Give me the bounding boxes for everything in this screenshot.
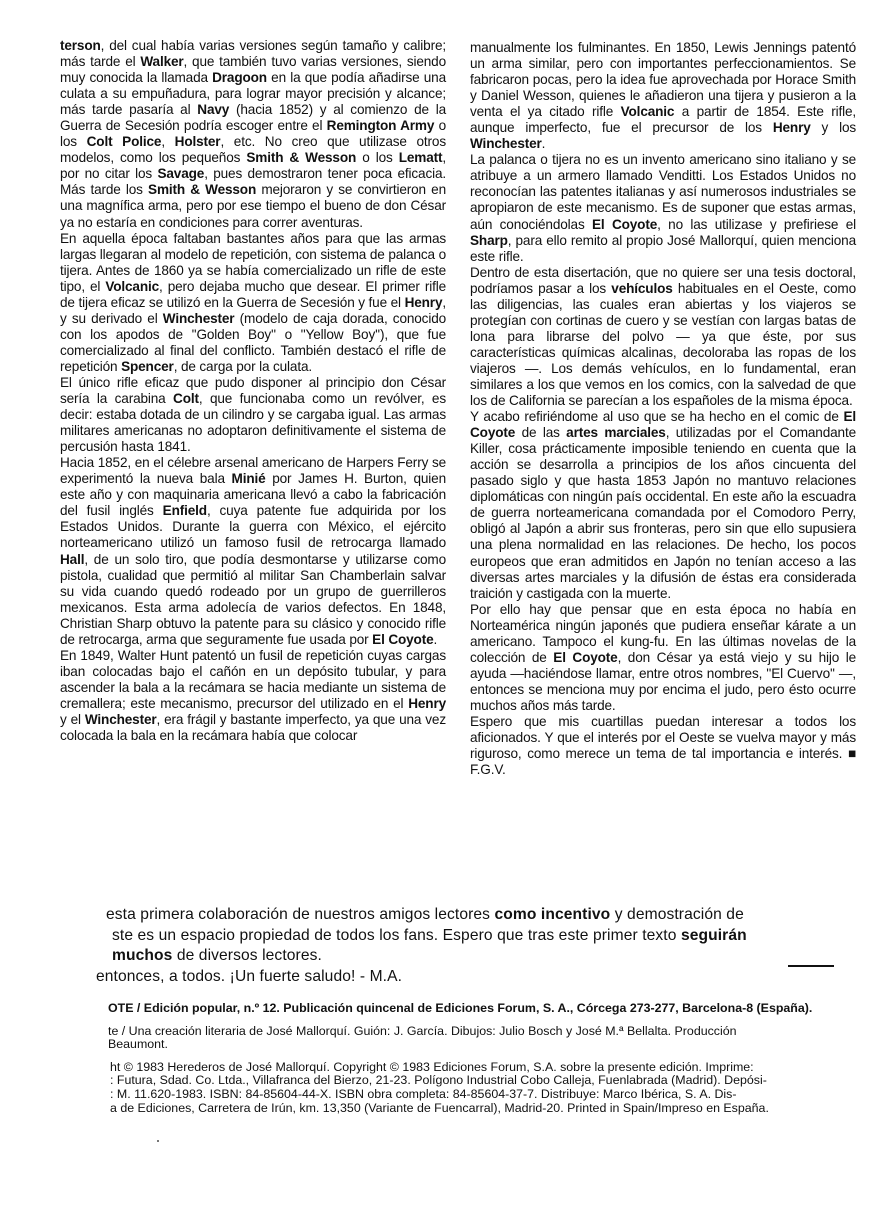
editor-note-line [0,946,846,967]
bold-term: Spencer [121,358,174,374]
text-run: Espero que mis cuartillas puedan interesar a todos los aficionados. Y que el interés por el Oeste se vuelva mayor y más riguroso, como merece un tema de tal importancia e interés. [470,713,856,762]
article-left-column [60,38,446,744]
authorship-text: te / Una creación literaria de José Mallorquí. Guión: J. García. Dibujos: Julio Bosch y José M.ª Bellalta. Producción [108,1023,737,1038]
text-run: , y su derivado el [60,294,446,326]
text-run: (hacia 1852) y al comienzo de la Guerra de Secesión podría escoger entre el [60,102,446,134]
text-run: El único rifle eficaz que pudo disponer al principio don César sería la carabina [60,374,446,407]
text-run: , era frágil y bastante imperfecto, ya que una vez colocada la bala en la recámara había que colocar [60,711,446,744]
authorship-line [0,1025,846,1052]
text-run: , pues demostraron tener poca eficacia. Más tarde los [60,166,446,198]
bold-term: Enfield [162,503,207,519]
bold-term: Sharp [470,232,508,248]
bold-term: Winchester [470,136,542,152]
bold-term: Dragoon [212,70,267,86]
bold-term: seguirán [680,926,747,944]
text-run: ste es un espacio propiedad de todos los fans. Espero que tras este primer texto [112,926,681,944]
paragraph [60,455,446,648]
text-run: Por ello hay que pensar que en esta época no había en Norteamérica ningún japonés que pudiera enseñar kárate a un americano. Tampoco el kung-fu. En las últimas novelas de la colección de [470,601,856,665]
copyright-line: a de Ediciones, Carretera de Irún, km. 13,350 (Variante de Fuencarral), Madrid-20. Printed in Spain/Impreso en España. [110,1101,769,1115]
paragraph [470,714,856,778]
text-run: , etc. No creo que utilizase otros modelos, como los pequeños [60,134,446,166]
text-run: Y acabo refiriéndome al uso que se ha hecho en el comic de [470,409,844,425]
bold-term: Holster [174,134,221,150]
text-run: por James H. Burton, quien este año y con maquinaria americana llevó a cabo la fabricación del fusil inglés [60,471,447,519]
paragraph [470,40,856,152]
bold-term: El Coyote [470,409,856,441]
bold-term: ■ [847,746,856,762]
bold-term: muchos [112,947,173,964]
text-run: , para ello remito al propio José Mallorquí, quien menciona este rifle. [470,232,856,264]
text-run: y el [60,711,85,727]
text-run: F.G.V. [470,762,506,778]
bold-term: Henry [772,120,811,136]
bold-term: Remington Army [326,118,435,134]
paragraph [60,38,446,231]
text-run: , de un solo tiro, que podía desmontarse y utilizarse como pistola, cualidad que permitió al militar San Chamberlain salvar su vida cuando quedó rodeado por un grupo de guerrilleros mexicanos. Esta arma adolecía de varios defectos. En 1848, Christian Sharp obtuvo la patente para su clásico y conocido rifle de retrocarga, arma que seguramente fue usada por [60,551,446,647]
text-run: y demostración de [610,906,744,923]
bold-term: Winchester [162,310,235,326]
text-run: . [433,631,438,647]
text-run: , que funcionaba como un revólver, es decir: estaba dotada de un cilindro y se cargaba igual. Las armas militares americanas no adoptaron definitivamente el sistema de percusión hasta 1841. [60,391,446,455]
bold-term: Smith & Wesson [246,150,357,166]
bold-term: Henry [404,294,443,310]
publication-line: OTE / Edición popular, n.º 12. Publicación quincenal de Ediciones Forum, S. A., Córcega 273-277, Barcelona-8 (España). [108,1002,813,1015]
text-run: , utilizadas por el Comandante Killer, cosa prácticamente imposible teniendo en cuenta que la acción se desarrolla a principios de los años cincuenta del pasado siglo y que hasta 1853 Japón no mantuvo relaciones diplomáticas con ningún país occidental. En este año la escuadra de guerra norteamericana comandada por el Comodoro Perry, obligó al Japón a abrir sus fronteras, pero sin que ello supusiera una plena normalidad en las relaciones. De hecho, los pocos europeos que eran admitidos en Japón no tenían acceso a las diversas artes marciales y la difusión de éstas era considerada traición y castigada con la muerte. [470,425,856,601]
bold-term: El Coyote [592,216,658,232]
bold-term: Colt Police [86,134,162,150]
text-run: , del cual había varias versiones según tamaño y calibre; más tarde el [60,38,446,70]
editor-note-line [0,926,846,947]
text-run: Hacia 1852, en el célebre arsenal americano de Harpers Ferry se experimentó la nueva bala [60,455,446,487]
bold-term: Volcanic [620,104,675,120]
text-run: (modelo de caja dorada, conocido con los apodos de ''Golden Boy'' o ''Yellow Boy''), que fue comercializado al final del conflicto. También destacó el rifle de repetición [60,310,447,374]
bold-term: Henry [408,695,446,711]
bold-term: Walker [140,54,184,70]
bold-term: Volcanic [105,278,160,294]
text-run: mejoraron y se convirtieron en una magnífica arma, pero por ese tiempo el bueno de don César ya no estaría en condiciones para correr aventuras. [60,182,446,230]
page-speck [157,1140,159,1142]
bold-term: Smith & Wesson [148,182,257,198]
text-run: o los [356,150,399,166]
text-run: En 1849, Walter Hunt patentó un fusil de repetición cuyas cargas iban colocadas bajo el cañón en un depósito tubular, y para ascender la bala a la recámara se hacia mediante un sistema de cremallera; este mecanismo, precursor del utilizado en el [60,647,446,711]
text-run: , cuya patente fue adquirida por los Estados Unidos. Durante la guerra con México, el ejército norteamericano utilizó un famoso fusil de retrocarga llamado [60,503,446,551]
text-run: , [161,134,175,150]
text-run: , de carga por la culata. [173,358,313,374]
text-run: En aquella época faltaban bastantes años para que las armas largas llegaran al modelo de repetición, con sistema de palanca o tijera. Antes de 1860 ya se había comercializado un rifle de este tipo, el [60,230,446,294]
text-run: , que también tuvo varias versiones, siendo muy conocida la llamada [60,54,446,86]
paragraph [470,409,856,602]
editor-note-signoff: entonces, a todos. ¡Un fuerte saludo! - M.A. [96,967,403,985]
article-right-column [470,40,856,778]
bold-term: El Coyote [372,631,434,647]
text-run: y los [810,120,857,136]
paragraph [60,375,446,455]
text-run: , no las utilizase y prefiriese el [657,216,857,232]
text-run: de las [515,425,567,441]
divider [788,965,834,967]
text-run: de diversos lectores. [172,947,322,964]
text-run: Dentro de esta disertación, que no quiere ser una tesis doctoral, podríamos pasar a los [470,264,856,296]
bold-term: Minié [231,471,266,487]
paragraph [60,231,446,375]
text-run: . [541,136,546,152]
text-run: habituales en el Oeste, como las diligencias, las cuales eran abiertas y los viajeros se protegían con cortinas de cuero y se vestían con largas batas de lona para librarse del polvo — ya que éste, por sus características químicas alcalinas, decoloraba las ropas de los viajeros —. Los demás vehículos, en lo fundamental, eran similares a los que vemos en los comics, con la salvedad de que los de California se parecían a los españoles de la misma época. [470,280,857,409]
paragraph [470,602,856,714]
text-run: , pero dejaba mucho que desear. El primer rifle de tijera eficaz se utilizó en la Guerra de Secesión y fue el [60,278,446,310]
text-run: , don César ya está viejo y su hijo le ayuda —haciéndose llamar, entre otros nombres, ''El Cuervo'' —, entonces se menciona muy por encima el judo, pero ésto ocurre muchos años más tarde. [470,649,857,713]
bold-term: Savage [157,166,205,182]
paragraph [60,648,446,744]
bold-term: El Coyote [553,649,618,665]
paragraph [470,152,856,264]
text-run: La palanca o tijera no es un invento americano sino italiano y se atribuye a un armero llamado Venditti. Los Estados Unidos no reconocían las patentes italianas y así numerosos industriales se apropiaron de este mecanismo. Es de suponer que estas armas, aún conociéndolas [470,152,856,232]
authorship-text-cont: Beaumont. [108,1037,168,1052]
bold-term: Winchester [84,711,157,727]
copyright-line: : M. 11.620-1983. ISBN: 84-85604-44-X. ISBN obra completa: 84-85604-37-7. Distribuye: Marco Ibérica, S. A. Dis- [110,1087,737,1101]
editor-note-line [0,905,846,926]
text-run: esta primera colaboración de nuestros amigos lectores [106,906,495,923]
bold-term: artes marciales [566,425,666,441]
text-run: manualmente los fulminantes. En 1850, Lewis Jennings patentó un arma similar, pero con importantes perfeccionamientos. Se fabricaron pocas, pero la idea fue aprovechada por Horace Smith y Daniel Wesson, quienes le añadieron una tijera y pusieron a la venta el ya citado rifle [470,40,856,120]
text-run: en la que podía añadirse una culata a su empuñadura, para lograr mayor precisión y alcance; más tarde pasaría al [60,70,446,118]
text-run: a partir de 1854. Este rifle, aunque imperfecto, fue el precursor de los [470,104,856,136]
bold-term: Colt [173,391,199,407]
bold-term: como incentivo [494,906,611,923]
copyright-line: ht © 1983 Herederos de José Mallorquí. Copyright © 1983 Ediciones Forum, S.A. sobre la presente edición. Imprime: [110,1060,754,1074]
bold-term: Lematt [398,150,443,166]
text-run: o los [60,118,446,150]
bold-term: terson [60,38,101,53]
credits-block [0,1002,846,1115]
copyright-line: : Futura, Sdad. Co. Ltda., Villafranca del Bierzo, 21-23. Polígono Industrial Cobo Calleja, Fuenlabrada (Madrid). Depósi- [110,1074,767,1088]
copyright-block [0,1061,846,1115]
bold-term: Hall [60,551,85,567]
paragraph [470,265,856,409]
bold-term: Navy [197,102,230,118]
bold-term: vehículos [611,280,673,296]
text-run: , por no citar los [60,150,447,182]
editor-note [0,905,846,987]
